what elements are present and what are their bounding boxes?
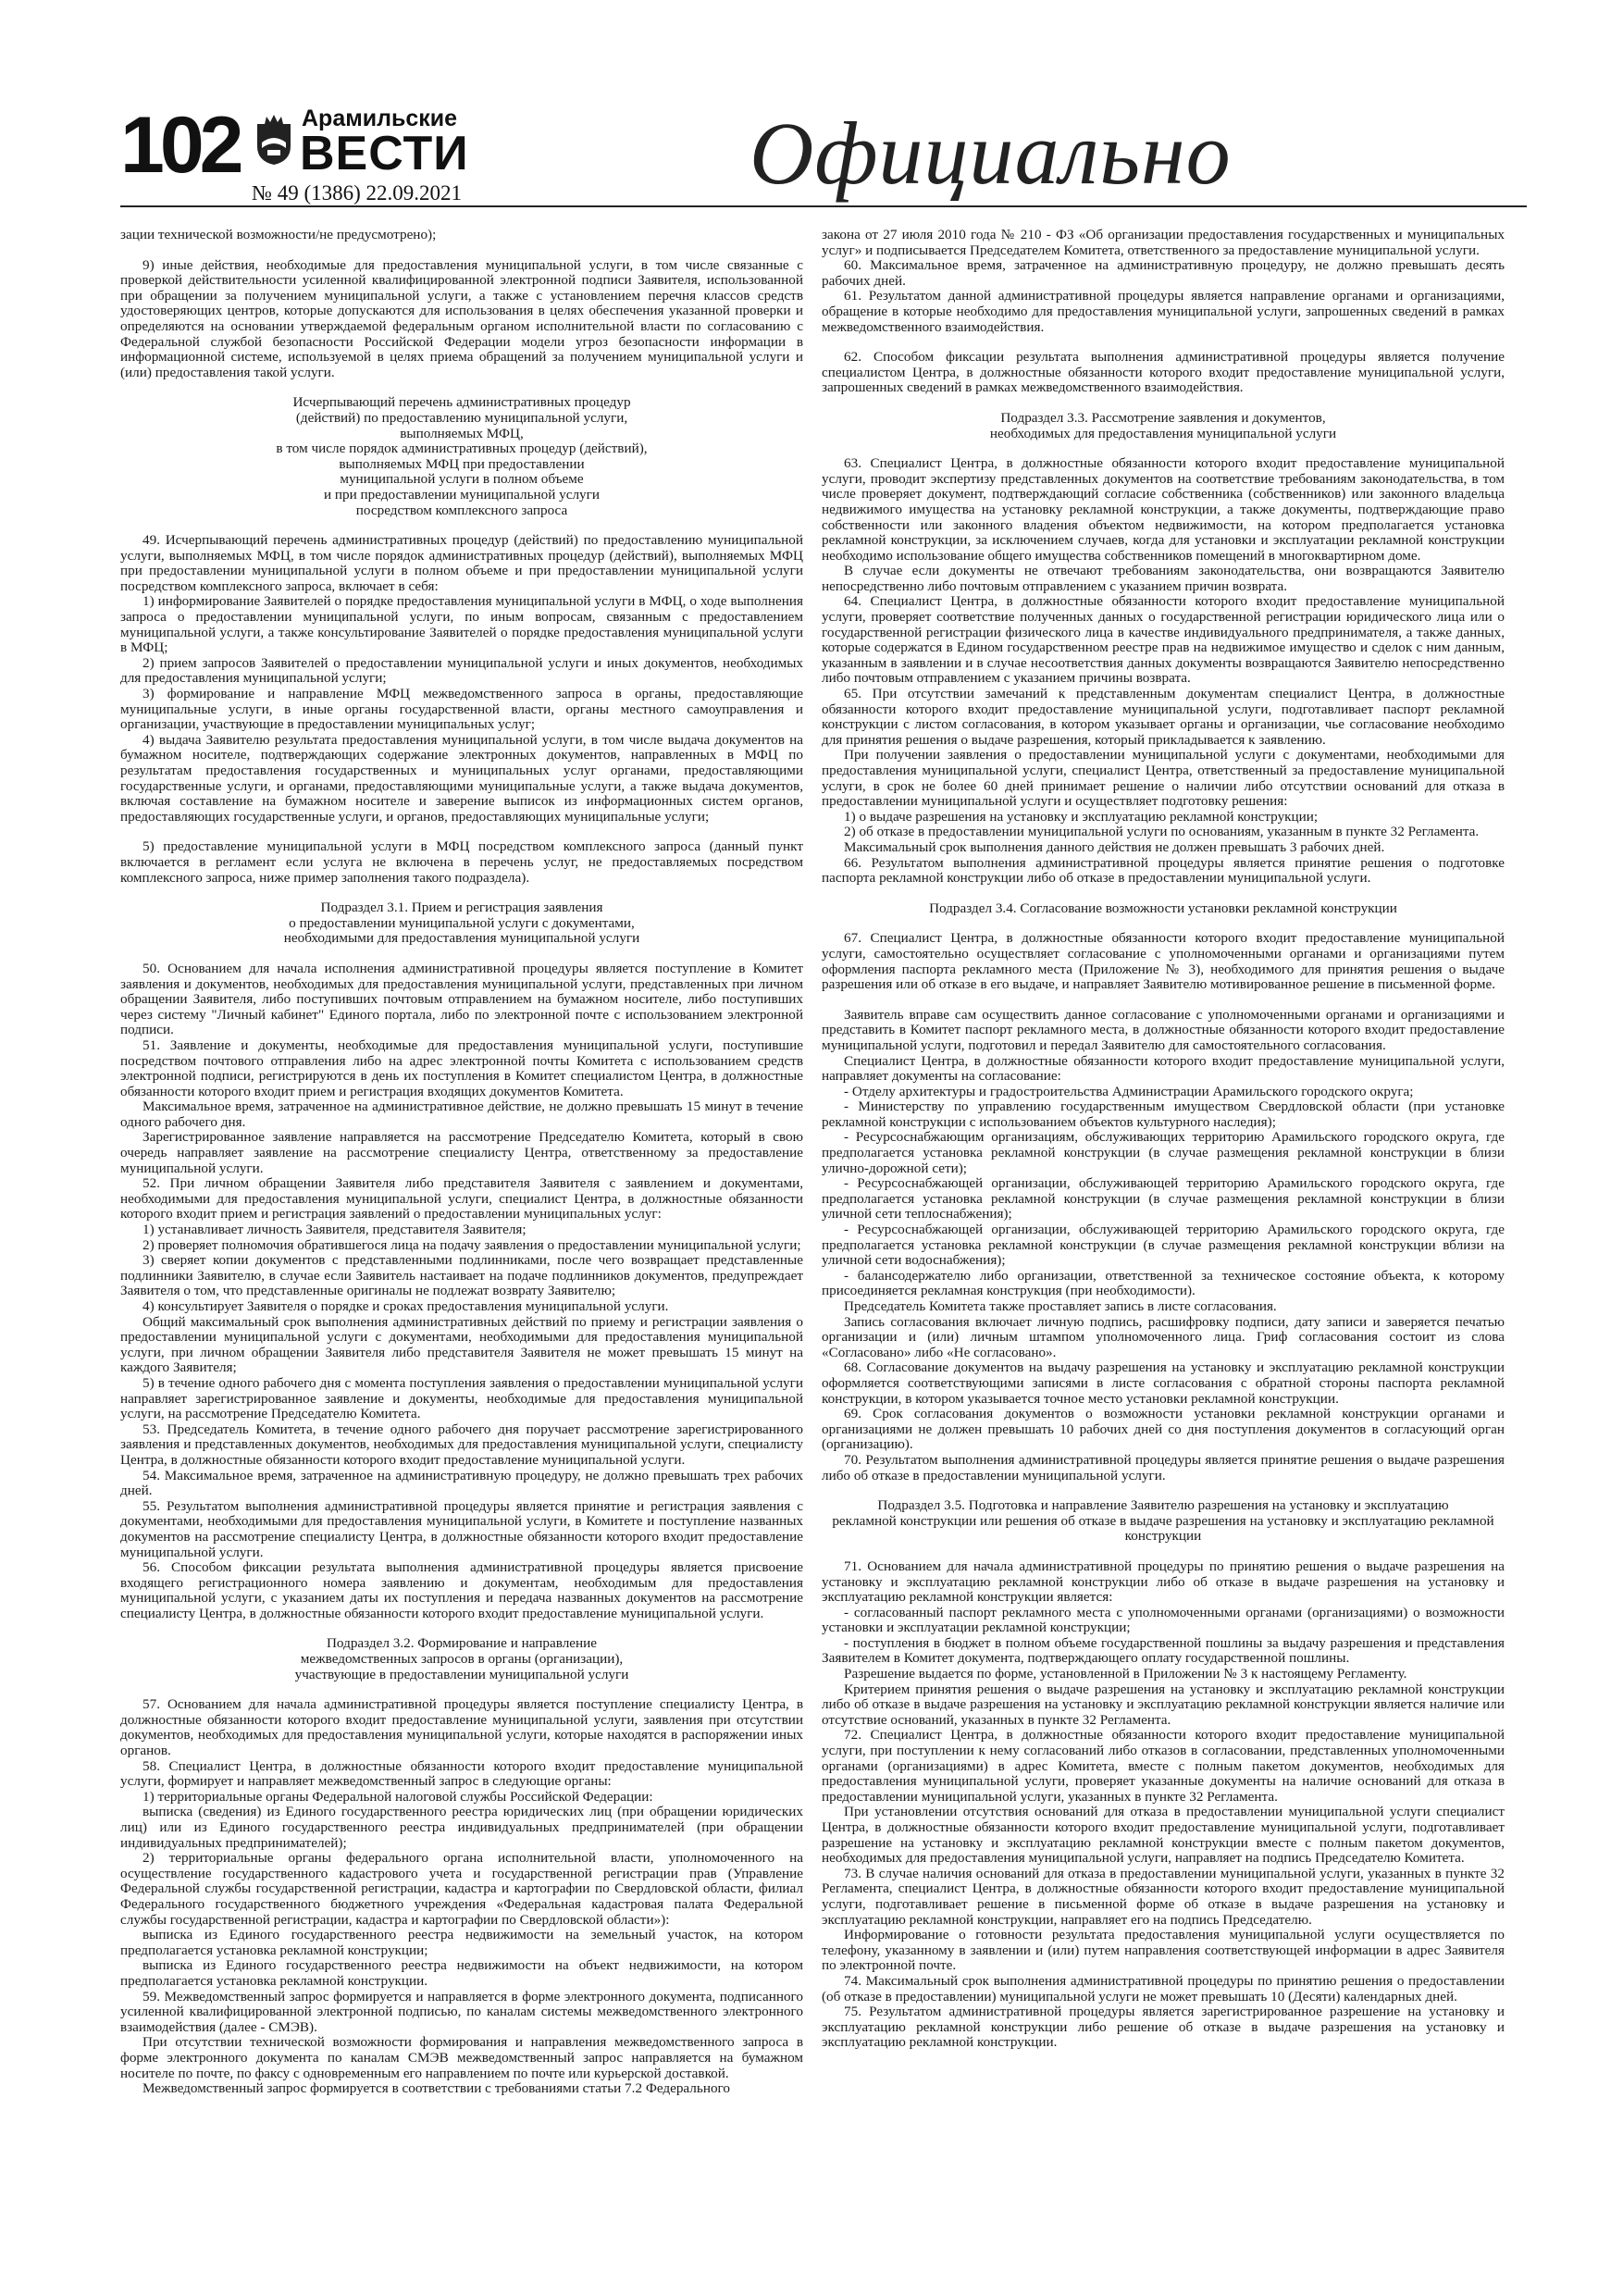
paragraph: зации технической возможности/не предусмотрено);: [120, 227, 437, 242]
paragraph: 1) территориальные органы Федеральной налоговой службы Российской Федерации:: [142, 1788, 653, 1805]
paragraph: 61. Результатом данной административной процедуры является направление органами и организациями, обращение в которые необходимо для предоставления муниципальной услуги, запрошенных сведений в рамках межведомственного взаимодействия.: [822, 288, 1505, 335]
paragraph: 1) устанавливает личность Заявителя, представителя Заявителя;: [142, 1222, 527, 1238]
paragraph: Специалист Центра, в должностные обязанности которого входит предоставление муниципальной услуги, направляет документы на согласование:: [822, 1052, 1505, 1085]
section-heading: Подраздел 3.5. Подготовка и направление Заявителю разрешения на установку и эксплуатацию рекламной конструкции или решения об отказе в выдаче разрешения на установку и эксплуатацию рекламной конструкции: [832, 1497, 1494, 1545]
paragraph: 1) информирование Заявителей о порядке предоставления муниципальной услуги в МФЦ, о ходе выполнения запроса о предоставлении муниципальной услуги, по иным вопросам, связанным с предоставлением муниципальной услуги, а также консультирование Заявителей о порядке предоставления муниципальной услуги в МФЦ;: [120, 593, 803, 656]
paragraph: Межведомственный запрос формируется в соответствии с требованиями статьи 7.2 Федерального: [142, 2080, 730, 2097]
paragraph: - Министерству по управлению государственным имуществом Свердловской области (при установке рекламной конструкции с использованием объектов культурного наследия);: [822, 1098, 1505, 1130]
page-number: 102: [120, 101, 240, 190]
paragraph: 71. Основанием для начала административной процедуры по принятию решения о выдаче разрешения на установку и эксплуатацию рекламной конструкции либо об отказе в выдаче разрешения на установку и эксплуатацию рекламной конструкции является:: [822, 1558, 1505, 1606]
paragraph: При отсутствии технической возможности формирования и направления межведомственного запроса в форме электронного документа по каналам СМЭВ межведомственный запрос направляется на бумажном носителе по почте, по факсу с одновременным его направлением по почте или курьерской доставкой.: [120, 2034, 803, 2081]
section-heading: Подраздел 3.3. Рассмотрение заявления и документов, необходимых для предоставления муниципальной услуги: [989, 409, 1337, 441]
paragraph: В случае если документы не отвечают требованиям законодательства, они возвращаются Заявителю непосредственно либо почтовым отправлением с указанием причин возврата.: [822, 563, 1505, 594]
paragraph: 1) о выдаче разрешения на установку и эксплуатацию рекламной конструкции;: [844, 808, 1319, 825]
paragraph: 51. Заявление и документы, необходимые для предоставления муниципальной услуги, поступившие посредством почтового отправления либо на адрес электронной почты Комитета с использованием средств электронной подписи, регистрируются в день их поступления в Комитет специалистом Центра, в должностные обязанности которого входит прием и регистрация входящих документов Комитета.: [120, 1036, 803, 1099]
paragraph: 3) формирование и направление МФЦ межведомственного запроса в органы, предоставляющие муниципальные услуги, в иные органы государственной власти, органы местного самоуправления и организации, участвующие в предоставлении муниципальных услуг;: [120, 686, 803, 733]
paragraph: 3) сверяет копии документов с представленными подлинниками, после чего возвращает представленные подлинники Заявителю, в случае если Заявитель настаивает на подаче подлинников документов, предупреждает Заявителя о том, что представленные оригиналы не подлежат возврату Заявителю;: [120, 1252, 803, 1299]
section-heading: Исчерпывающий перечень административных процедур (действий) по предоставлению муниципальной услуги, выполняемых МФЦ, в том числе порядок административных процедур (действий), выполняемых МФЦ при предоставлении муниципальной услуги в полном объеме и при предоставлении муниципальной услуги посредством комплексного запроса: [276, 394, 648, 518]
paragraph: выписка из Единого государственного реестра недвижимости на земельный участок, на котором предполагается установка рекламной конструкции;: [120, 1927, 803, 1958]
paragraph: Общий максимальный срок выполнения административных действий по приему и регистрации заявления о предоставлении муниципальной услуги с документами, необходимыми для предоставления муниципальной услуги, при личном обращении Заявителя либо представителя Заявителя не может превышать 15 минут на каждого Заявителя;: [120, 1313, 803, 1376]
paragraph: 70. Результатом выполнения административной процедуры является принятие решения о выдаче разрешения либо об отказе в предоставлении муниципальной услуги.: [822, 1451, 1505, 1483]
section-heading: Подраздел 3.4. Согласование возможности установки рекламной конструкции: [929, 900, 1397, 916]
paragraph: - Ресурсоснабжающей организации, обслуживающей территорию Арамильского городского округа, где предполагается установка рекламной конструкции (в случае размещения рекламной конструкции в близи уличной сети теплоснабжения);: [822, 1175, 1505, 1222]
paragraph: 55. Результатом выполнения административной процедуры является принятие и регистрация заявления с документами, необходимыми для предоставления муниципальной услуги, в Комитете и поступление названных документов на рассмотрение специалисту Центра, в должностные обязанности которого входит предоставление муниципальной услуги.: [120, 1497, 803, 1560]
paragraph: 4) выдача Заявителю результата предоставления муниципальной услуги, в том числе выдача документов на бумажном носителе, подтверждающих содержание электронных документов, направленных в МФЦ по результатам предоставления государственных и муниципальных услуг органами, предоставляющими государственные услуги, и органами, предоставляющими муниципальные услуги, а также выдача документов, включая составление на бумажном носителе и заверение выписок из информационных систем органов, предоставляющих государственные услуги, и органов, предоставляющих муниципальные услуги;: [120, 731, 803, 825]
paragraph: Максимальное время, затраченное на административное действие, не должно превышать 15 минут в течение одного рабочего дня.: [120, 1098, 803, 1130]
paragraph: выписка из Единого государственного реестра недвижимости на объект недвижимости, на котором предполагается установка рекламной конструкции.: [120, 1957, 803, 1989]
paragraph: - балансодержателю либо организации, ответственной за техническое состояние объекта, к которому присоединяется рекламная конструкция (при необходимости).: [822, 1267, 1505, 1299]
paragraph: 68. Согласование документов на выдачу разрешения на установку и эксплуатацию рекламной конструкции оформляется соответствующими записями в листе согласования с обратной стороны паспорта рекламной конструкции, в котором указывается точное место установки рекламной конструкции.: [822, 1359, 1505, 1407]
paragraph: Информирование о готовности результата предоставления муниципальной услуги осуществляется по телефону, указанному в заявлении и (или) путем направления соответствующей информации в адрес Заявителя по электронной почте.: [822, 1927, 1505, 1974]
header-rule: [120, 205, 1527, 207]
coat-of-arms-icon: [254, 115, 294, 167]
paragraph: Запись согласования включает личную подпись, расшифровку подписи, дату записи и заверяется печатью организации и (или) личным штампом уполномоченного лица. Гриф согласования состоит из слова «Согласовано» либо «Не согласовано».: [822, 1313, 1505, 1360]
paragraph: 60. Максимальное время, затраченное на административную процедуру, не должно превышать десять рабочих дней.: [822, 257, 1505, 289]
section-title: Официально: [750, 104, 1232, 203]
paragraph: 2) прием запросов Заявителей о предоставлении муниципальной услуги и иных документов, необходимых для предоставления муниципальной услуги;: [120, 654, 803, 687]
paragraph: 72. Специалист Центра, в должностные обязанности которого входит предоставление муниципальной услуги, при поступлении к нему согласований либо отказов в согласовании, представленных уполномоченными органами (организациями) в адрес Комитета, вместе с полным пакетом документов, необходимых для предоставления муниципальной услуги, проверяет указанные документы на наличие оснований для отказа в предоставлении муниципальной услуги, указанных в пункте 32 Регламента.: [822, 1727, 1505, 1805]
paragraph: 67. Специалист Центра, в должностные обязанности которого входит предоставление муниципальной услуги, самостоятельно осуществляет согласование с уполномоченными органами и организациями путем оформления паспорта рекламного места (Приложение № 3), необходимого для принятия решения о выдаче разрешения или об отказе в его выдаче, и направляет Заявителю мотивированное решение в письменной форме.: [822, 930, 1505, 993]
paragraph: 53. Председатель Комитета, в течение одного рабочего дня поручает рассмотрение зарегистрированного заявления и представленных документов, необходимых для предоставления муниципальной услуги, специалисту Центра, в должностные обязанности которого входит предоставление муниципальной услуги.: [120, 1421, 803, 1468]
paragraph: Председатель Комитета также проставляет запись в листе согласования.: [844, 1298, 1277, 1314]
paragraph: выписка (сведения) из Единого государственного реестра юридических лиц (при обращении юридических лиц) или из Единого государственного реестра индивидуальных предпринимателей (при обращении индивидуальных предпринимателей);: [120, 1804, 803, 1851]
brand-name-top: Арамильские: [302, 105, 458, 131]
paragraph: 57. Основанием для начала административной процедуры является поступление специалисту Центра, в должностные обязанности которого входит предоставление муниципальной услуги, заявления при отсутствии документов, необходимых для предоставления муниципальной услуги, которые находятся в распоряжении иных органов.: [120, 1696, 803, 1759]
paragraph: 52. При личном обращении Заявителя либо представителя Заявителя с заявлением и документами, необходимыми для предоставления муниципальной услуги, специалист Центра, в должностные обязанности которого входит прием и регистрация заявлений о предоставлении муниципальных услуг:: [120, 1175, 803, 1222]
paragraph: 63. Специалист Центра, в должностные обязанности которого входит предоставление муниципальной услуги, проводит экспертизу представленных документов на соответствие требованиям законодательства, в том числе проверяет документ, подтверждающий согласие собственника (собственников) или законного владельца недвижимого имущества на установку рекламной конструкции, а также документы, подтверждающие право собственности или законного владения объектом недвижимости, на котором предполагается установка рекламной конструкции, за исключением случаев, когда для установки и эксплуатации рекламной конструкции необходимо использование общего имущества собственников помещений в многоквартирном доме.: [822, 455, 1505, 564]
paragraph: - согласованный паспорт рекламного места с уполномоченными органами (организациями) о возможности установки и эксплуатации рекламной конструкции;: [822, 1604, 1505, 1636]
paragraph: 74. Максимальный срок выполнения административной процедуры по принятию решения о предоставлении (об отказе в предоставлении) муниципальной услуги не может превышать 10 (Десяти) календарных дней.: [822, 1972, 1505, 2004]
paragraph: При получении заявления о предоставлении муниципальной услуги с документами, необходимыми для предоставления муниципальной услуги, специалист Центра, ответственный за предоставление муниципальной услуги, в срок не более 60 дней принимает решение о наличии либо отсутствии оснований для отказа в предоставлении муниципальной услуги и осуществляет подготовку решения:: [822, 747, 1505, 810]
paragraph: 69. Срок согласования документов о возможности установки рекламной конструкции органами и организациями не должен превышать 10 рабочих дней со дня поступления документов в согласующий орган (организацию).: [822, 1406, 1505, 1453]
paragraph: - Ресурсоснабжающим организациям, обслуживающих территорию Арамильского городского округа, где предполагается установка рекламной конструкции (в случае размещения рекламной конструкции в близи улично-дорожной сети);: [822, 1129, 1505, 1176]
paragraph: Зарегистрированное заявление направляется на рассмотрение Председателю Комитета, который в свою очередь направляет заявление на рассмотрение специалисту Центра, ответственному за предоставление муниципальной услуги.: [120, 1129, 803, 1176]
paragraph: 64. Специалист Центра, в должностные обязанности которого входит предоставление муниципальной услуги, проверяет соответствие полученных данных о государственной регистрации юридического лица или о государственной регистрации физического лица в качестве индивидуального предпринимателя, а также данных, которые содержатся в Едином государственном реестре прав на недвижимое имущество и сделок с ним данным, указанным в заявлении и в случае несоответствия данных документы возвращаются Заявителю непосредственно либо почтовым отправлением с указанием причины возврата.: [822, 593, 1505, 687]
paragraph: 2) проверяет полномочия обратившегося лица на подачу заявления о предоставлении муниципальной услуги;: [142, 1236, 801, 1253]
paragraph: 54. Максимальное время, затраченное на административную процедуру, не должно превышать трех рабочих дней.: [120, 1467, 803, 1499]
paragraph: 5) в течение одного рабочего дня с момента поступления заявления о предоставлении муниципальной услуги направляет зарегистрированное заявление и документы, необходимые для предоставления муниципальной услуги, на рассмотрение Председателю Комитета.: [120, 1374, 803, 1422]
paragraph: 50. Основанием для начала исполнения административной процедуры является поступление в Комитет заявления и документов, необходимых для предоставления муниципальной услуги, представленных при личном обращении Заявителя, либо поступивших почтовым отправлением на бумажном носителе, либо поступивших через систему "Личный кабинет" Единого портала, либо по электронной почте с использованием электронной подписи.: [120, 960, 803, 1038]
paragraph: Максимальный срок выполнения данного действия не должен превышать 3 рабочих дней.: [844, 838, 1385, 855]
paragraph: 73. В случае наличия оснований для отказа в предоставлении муниципальной услуги, указанных в пункте 32 Регламента, специалист Центра, в должностные обязанности которого входит предоставление муниципальной услуги, подготавливает решение в письменной форме об отказе в выдаче разрешения на установку и эксплуатацию рекламной конструкции, направляет его на подпись Председателю.: [822, 1865, 1505, 1928]
paragraph: 56. Способом фиксации результата выполнения административной процедуры является присвоение входящего регистрационного номера заявлению и документам, необходимым для предоставления муниципальной услуги, с указанием даты их поступления и передача названных документов на рассмотрение специалисту Центра, в должностные обязанности которого входит предоставление муниципальной услуги.: [120, 1559, 803, 1621]
section-heading: Подраздел 3.2. Формирование и направление межведомственных запросов в органы (организации), участвующие в предоставлении муниципальной услуги: [294, 1635, 629, 1682]
brand-name-bottom: ВЕСТИ: [300, 127, 469, 180]
paragraph: 75. Результатом административной процедуры является зарегистрированное разрешение на установку и эксплуатацию рекламной конструкции либо решение об отказе в выдаче разрешения на установку и эксплуатацию рекламной конструкции.: [822, 2004, 1505, 2051]
paragraph: 9) иные действия, необходимые для предоставления муниципальной услуги, в том числе связанные с проверкой действительности усиленной квалифицированной электронной подписи Заявителя, использованной при обращении за получением муниципальной услуги, а также с установлением перечня классов средств удостоверяющих центров, которые допускаются для использования в целях обеспечения указанной проверки и определяются на основании утверждаемой федеральным органом исполнительной власти по согласованию с Федеральной службой безопасности Российской Федерации модели угроз безопасности информации в информационной системе, используемой в целях приема обращений за получением муниципальной услуги и (или) предоставления такой услуги.: [120, 256, 803, 380]
paragraph: - Ресурсоснабжающей организации, обслуживающей территорию Арамильского городского округа, где предполагается установка рекламной конструкции (в случае размещения рекламной конструкции вблизи на уличной сети водоснабжения);: [822, 1222, 1505, 1269]
page-header: [120, 89, 1527, 209]
paragraph: - Отделу архитектуры и градостроительства Администрации Арамильского городского округа;: [844, 1083, 1414, 1099]
issue-info: № 49 (1386) 22.09.2021: [252, 181, 463, 205]
paragraph: При установлении отсутствия оснований для отказа в предоставлении муниципальной услуги специалист Центра, в должностные обязанности которого входит предоставление муниципальной услуги, подготавливает разрешение на установку и эксплуатацию рекламной конструкции вместе с полным пакетом документов, необходимых для предоставления муниципальной услуги, направляет на подпись Председателю Комитета.: [822, 1804, 1505, 1867]
paragraph: Разрешение выдается по форме, установленной в Приложении № 3 к настоящему Регламенту.: [844, 1666, 1407, 1682]
paragraph: 4) консультирует Заявителя о порядке и сроках предоставления муниципальной услуги.: [142, 1298, 669, 1314]
paragraph: закона от 27 июля 2010 года № 210 - ФЗ «Об организации предоставления государственных и муниципальных услуг» и подписывается Председателем Комитета, ответственного за предоставление муниципальной услуги.: [822, 227, 1505, 258]
right-column: [822, 228, 1505, 2051]
paragraph: 59. Межведомственный запрос формируется и направляется в форме электронного документа, подписанного усиленной квалифицированной электронной подписью, по каналам системы межведомственного электронного взаимодействия (далее - СМЭВ).: [120, 1988, 803, 2035]
paragraph: 2) об отказе в предоставлении муниципальной услуги по основаниям, указанным в пункте 32 Регламента.: [844, 824, 1480, 840]
paragraph: 58. Специалист Центра, в должностные обязанности которого входит предоставление муниципальной услуги, формирует и направляет межведомственный запрос в следующие органы:: [120, 1757, 803, 1790]
paragraph: 66. Результатом выполнения административной процедуры является принятие решения о подготовке паспорта рекламной конструкции либо об отказе в предоставлении муниципальной услуги.: [822, 854, 1505, 887]
paragraph: - поступления в бюджет в полном объеме государственной пошлины за выдачу разрешения и представления Заявителем в Комитет документа, подтверждающего оплату государственной пошлины.: [822, 1634, 1505, 1667]
paragraph: Заявитель вправе сам осуществить данное согласование с уполномоченными органами и организациями и представить в Комитет паспорт рекламного места, в должностные обязанности которого входит предоставление муниципальной услуги, подготовил и передал Заявителю для самостоятельного согласования.: [822, 1006, 1505, 1053]
left-column: [120, 228, 803, 2097]
paragraph: 49. Исчерпывающий перечень административных процедур (действий) по предоставлению муниципальной услуги, выполняемых МФЦ, в том числе порядок административных процедур (действий), выполняемых МФЦ при предоставлении муниципальной услуги в полном объеме и при предоставлении муниципальной услуги посредством комплексного запроса, включает в себя:: [120, 532, 803, 594]
paragraph: Критерием принятия решения о выдаче разрешения на установку и эксплуатацию рекламной конструкции либо об отказе в выдаче разрешения на установку и эксплуатацию рекламной конструкции является наличие или отсутствие оснований, указанных в пункте 32 Регламента.: [822, 1681, 1505, 1728]
section-heading: Подраздел 3.1. Прием и регистрация заявления о предоставлении муниципальной услуги с документами, необходимыми для предоставления муниципальной услуги: [283, 900, 640, 947]
paragraph: 65. При отсутствии замечаний к представленным документам специалист Центра, в должностные обязанности которого входит предоставление муниципальной услуги, подготавливает паспорт рекламной конструкции с листом согласования, в котором указывает органы и организации, чье согласование необходимо для принятия решения о выдаче разрешения, который прикладывается к заявлению.: [822, 686, 1505, 748]
paragraph: 5) предоставление муниципальной услуги в МФЦ посредством комплексного запроса (данный пункт включается в регламент если услуга не включена в перечень услуг, не предоставляемых посредством комплексного запроса, ниже пример заполнения такого подраздела).: [120, 838, 803, 886]
paragraph: 62. Способом фиксации результата выполнения административной процедуры является получение специалистом Центра, в должностные обязанности которого входит предоставление муниципальной услуги, запрошенных сведений в рамках межведомственного взаимодействия.: [822, 349, 1505, 396]
paragraph: 2) территориальные органы федерального органа исполнительной власти, уполномоченного на осуществление государственного кадастрового учета и государственной регистрации прав (Управление Федеральной службы государственной регистрации, кадастра и картографии по Свердловской области, филиал Федерального государственного бюджетного учреждения «Федеральная кадастровая палата Федеральной службы государственной регистрации, кадастра и картографии по Свердловской области»):: [120, 1850, 803, 1928]
